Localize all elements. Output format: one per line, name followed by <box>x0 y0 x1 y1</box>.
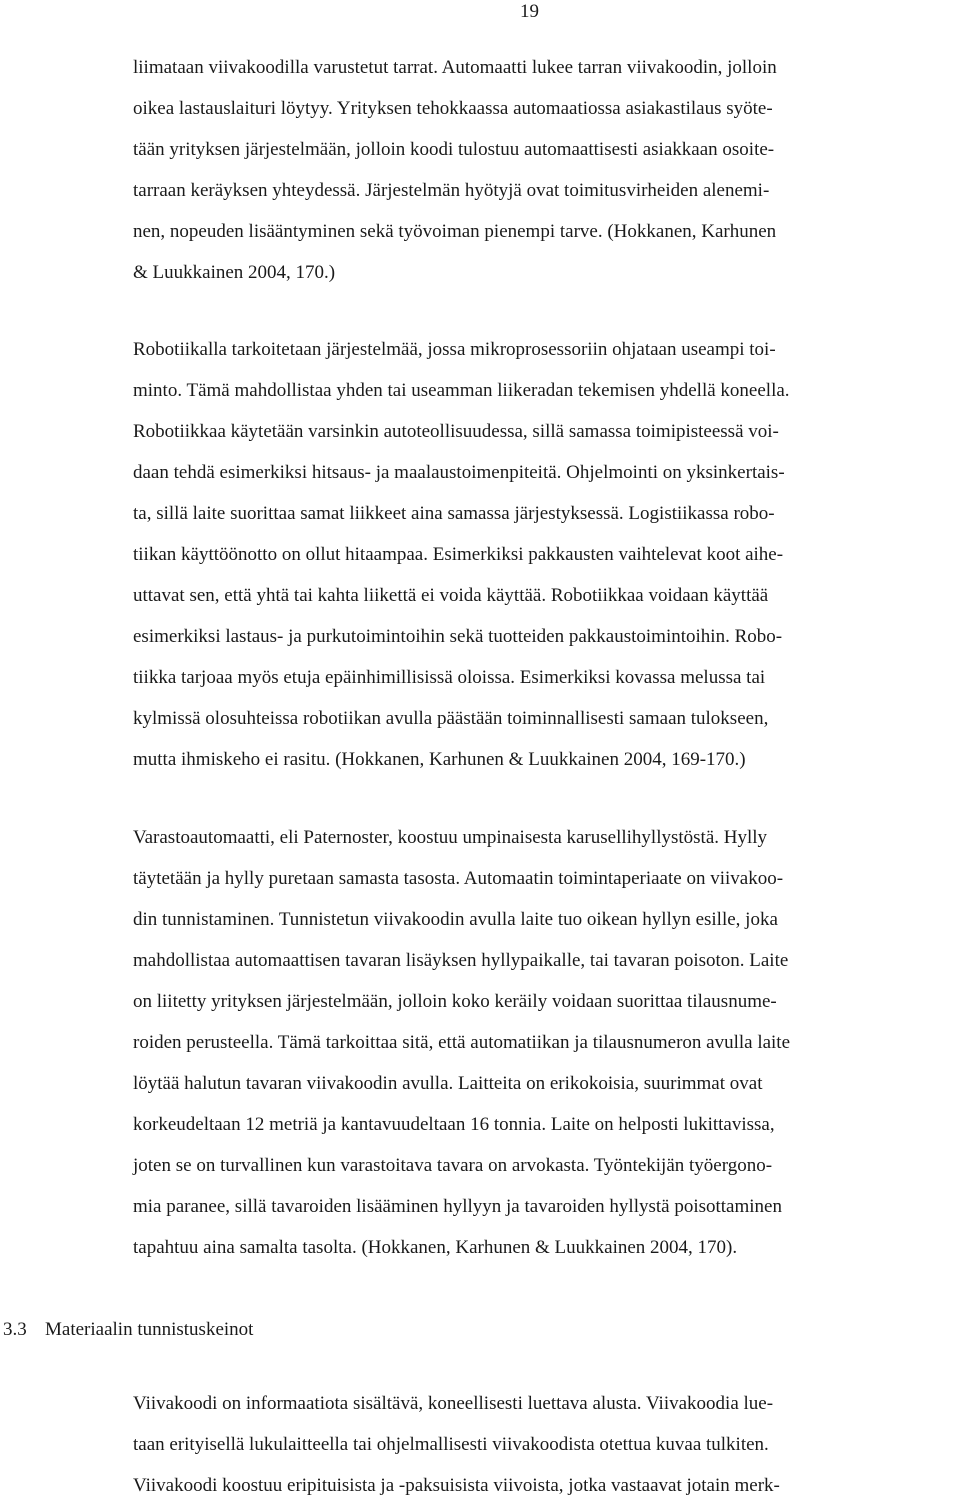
page-number: 19 <box>520 1 539 22</box>
section-heading <box>3 1318 253 1342</box>
text-line: löytää halutun tavaran viivakoodin avulla. Laitteita on erikokoisia, suurimmat ovat <box>133 1073 763 1094</box>
text-line: ta, sillä laite suorittaa samat liikkeet aina samassa järjestyksessä. Logistiikassa robo- <box>133 503 775 524</box>
text-line: uttavat sen, että yhtä tai kahta liikettä ei voida käyttää. Robotiikkaa voidaan käyttää <box>133 585 769 606</box>
text-line: mutta ihmiskeho ei rasitu. (Hokkanen, Karhunen & Luukkainen 2004, 169-170.) <box>133 749 746 770</box>
section-title: Materiaalin tunnistuskeinot <box>45 1319 254 1340</box>
text-line: on liitetty yrityksen järjestelmään, jolloin koko keräily voidaan suorittaa tilausnume- <box>133 991 777 1012</box>
text-line: tarraan keräyksen yhteydessä. Järjestelmän hyötyjä ovat toimitusvirheiden alenemi- <box>133 180 770 201</box>
text-line: nen, nopeuden lisääntyminen sekä työvoiman pienempi tarve. (Hokkanen, Karhunen <box>133 221 777 242</box>
text-line: joten se on turvallinen kun varastoitava tavara on arvokasta. Työntekijän työergono- <box>133 1155 773 1176</box>
text-line: tiikka tarjoaa myös etuja epäinhimillisissä oloissa. Esimerkiksi kovassa melussa tai <box>133 667 766 688</box>
text-line: daan tehdä esimerkiksi hitsaus- ja maalaustoimenpiteitä. Ohjelmointi on yksinkertais- <box>133 462 785 483</box>
text-line: minto. Tämä mahdollistaa yhden tai useamman liikeradan tekemisen yhdellä koneella. <box>133 380 790 401</box>
text-line: korkeudeltaan 12 metriä ja kantavuudeltaan 16 tonnia. Laite on helposti lukittavissa, <box>133 1114 775 1135</box>
text-line: esimerkiksi lastaus- ja purkutoimintoihin sekä tuotteiden pakkaustoimintoihin. Robo- <box>133 626 783 647</box>
text-line: Viivakoodi koostuu eripituisista ja -paksuisista viivoista, jotka vastaavat jotain merk- <box>133 1475 780 1496</box>
text-line: din tunnistaminen. Tunnistetun viivakoodin avulla laite tuo oikean hyllyn esille, joka <box>133 909 778 930</box>
text-line: tiikan käyttöönotto on ollut hitaampaa. Esimerkiksi pakkausten vaihtelevat koot aihe- <box>133 544 784 565</box>
text-line: mia paranee, sillä tavaroiden lisääminen hyllyyn ja tavaroiden hyllystä poisottaminen <box>133 1196 782 1217</box>
text-line: kylmissä olosuhteissa robotiikan avulla päästään toiminnallisesti samaan tulokseen, <box>133 708 769 729</box>
text-line: täytetään ja hylly puretaan samasta tasosta. Automaatin toimintaperiaate on viivakoo- <box>133 868 784 889</box>
text-line: & Luukkainen 2004, 170.) <box>133 262 336 283</box>
text-line: tään yrityksen järjestelmään, jolloin koodi tulostuu automaattisesti asiakkaan osoite- <box>133 139 775 160</box>
text-line: mahdollistaa automaattisen tavaran lisäyksen hyllypaikalle, tai tavaran poisoton. Laite <box>133 950 789 971</box>
text-line: liimataan viivakoodilla varustetut tarrat. Automaatti lukee tarran viivakoodin, jolloin <box>133 57 777 78</box>
section-number: 3.3 <box>3 1319 27 1340</box>
text-line: Robotiikkaa käytetään varsinkin autoteollisuudessa, sillä samassa toimipisteessä voi- <box>133 421 779 442</box>
text-line: tapahtuu aina samalta tasolta. (Hokkanen, Karhunen & Luukkainen 2004, 170). <box>133 1237 738 1258</box>
text-line: oikea lastauslaituri löytyy. Yrityksen tehokkaassa automaatiossa asiakastilaus syöte- <box>133 98 773 119</box>
text-line: Viivakoodi on informaatiota sisältävä, koneellisesti luettava alusta. Viivakoodia lue- <box>133 1393 774 1414</box>
text-line: roiden perusteella. Tämä tarkoittaa sitä, että automatiikan ja tilausnumeron avulla laite <box>133 1032 791 1053</box>
text-line: Varastoautomaatti, eli Paternoster, koostuu umpinaisesta karusellihyllystöstä. Hylly <box>133 827 768 848</box>
text-line: taan erityisellä lukulaitteella tai ohjelmallisesti viivakoodista otettua kuvaa tulkiten. <box>133 1434 769 1455</box>
text-line: Robotiikalla tarkoitetaan järjestelmää, jossa mikroprosessoriin ohjataan useampi toi- <box>133 339 776 360</box>
